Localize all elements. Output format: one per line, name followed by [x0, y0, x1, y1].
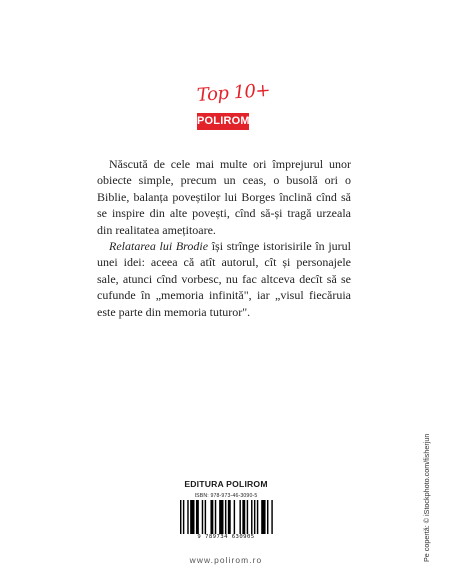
blurb-paragraph-2-text: își strînge istorisirile în jurul unei idei: aceea că atît autorul, cît și personajele sale, atunci cînd vorbesc, nu fac altceva decît să se cufunde în „memoria infinită", iar „visul fiecăruia este parte din memoria tuturor". [97, 239, 351, 319]
cover-photo-credit: Pe copertă: © iStockphoto.com/fisherjun [422, 433, 431, 562]
publisher-website: www.polirom.ro [189, 555, 263, 565]
blurb-paragraph-2 [97, 238, 351, 320]
barcode-digits: 9 789734 630905 [178, 534, 274, 541]
polirom-badge: POLIROM [197, 113, 249, 130]
top10-series-logo: Top 10+ [196, 79, 271, 106]
isbn-barcode-block [178, 492, 274, 538]
book-title: Relatarea lui Brodie [109, 239, 209, 254]
isbn-number: ISBN: 978-973-46-3090-5 [194, 493, 258, 499]
barcode-graphic [178, 500, 274, 538]
publisher-name: EDITURA POLIROM [184, 479, 268, 489]
blurb-paragraph-1: Născută de cele mai multe ori împrejurul unor obiecte simple, precum un ceas, o busolă ori o Biblie, balanța poveștilor lui Borges înclină cînd să se inspire din alte povești, cînd să-și tragă urzeala din realitatea amețitoare. [97, 157, 351, 237]
back-cover-blurb [97, 156, 351, 320]
